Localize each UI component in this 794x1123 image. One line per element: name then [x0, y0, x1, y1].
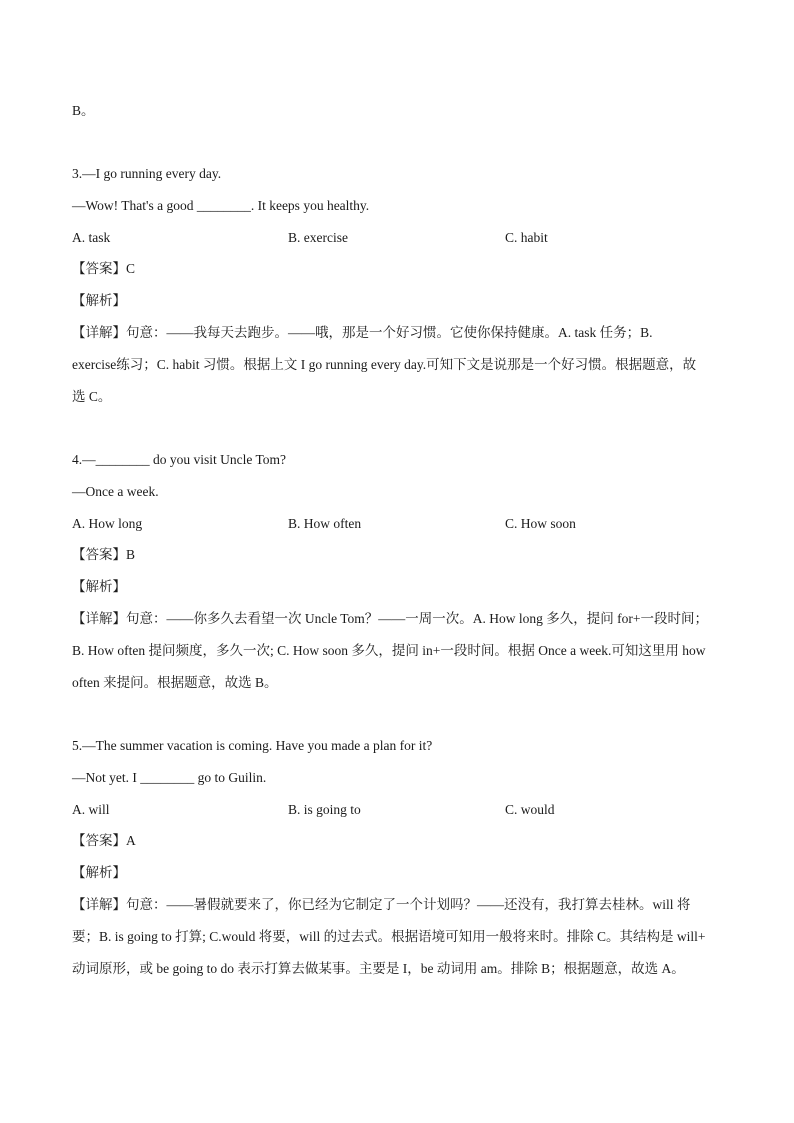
analysis-label: 【解析】	[72, 579, 126, 594]
answer-label: 【答案】	[72, 547, 126, 562]
detail-line: 选 C。	[72, 389, 112, 404]
answer-value: B	[126, 547, 136, 562]
option-b: B. is going to	[288, 802, 361, 817]
analysis-label: 【解析】	[72, 293, 126, 308]
question-stem: 5.—The summer vacation is coming. Have you made a plan for it?	[72, 738, 433, 753]
detail-line: 要；B. is going to 打算; C.would 将要，will 的过去式。根据语境可知用一般将来时。排除 C。其结构是 will+	[72, 929, 706, 944]
detail-line: 动词原形，或 be going to do 表示打算去做某事。主要是 I，be 动词用 am。排除 B；根据题意，故选 A。	[72, 961, 685, 976]
option-c: C. habit	[505, 230, 548, 245]
option-b: B. How often	[288, 516, 362, 531]
analysis-label: 【解析】	[72, 865, 126, 880]
option-c: C. How soon	[505, 516, 576, 531]
answer-label: 【答案】	[72, 833, 126, 848]
answer-label: 【答案】	[72, 261, 126, 276]
answer-line	[72, 545, 734, 565]
detail-line: B. How often 提问频度，多久一次; C. How soon 多久，提问 in+一段时间。根据 Once a week.可知这里用 how	[72, 643, 706, 658]
option-a: A. will	[72, 802, 110, 817]
option-b: B. exercise	[288, 230, 348, 245]
answer-value: C	[126, 261, 136, 276]
detail-line: often 来提问。根据题意，故选 B。	[72, 675, 278, 690]
prev-answer-tail: B。	[72, 103, 95, 118]
option-a: A. How long	[72, 516, 143, 531]
detail-line: 【详解】句意：——你多久去看望一次 Uncle Tom？——一周一次。A. How long 多久，提问 for+一段时间；	[72, 611, 709, 626]
question-reply: —Once a week.	[72, 484, 159, 499]
option-c: C. would	[505, 802, 555, 817]
question-stem: 3.—I go running every day.	[72, 166, 222, 181]
detail-line: 【详解】句意：——我每天去跑步。——哦，那是一个好习惯。它使你保持健康。A. task 任务；B.	[72, 325, 653, 340]
detail-line: exercise练习；C. habit 习惯。根据上文 I go running every day.可知下文是说那是一个好习惯。根据题意，故	[72, 357, 697, 372]
answer-value: A	[126, 833, 136, 848]
answer-line	[72, 831, 734, 851]
option-a: A. task	[72, 230, 111, 245]
detail-line: 【详解】句意：——暑假就要来了，你已经为它制定了一个计划吗？——还没有，我打算去桂林。will 将	[72, 897, 691, 912]
answer-line	[72, 259, 734, 279]
question-stem: 4.—________ do you visit Uncle Tom?	[72, 452, 287, 467]
question-reply: —Wow! That's a good ________. It keeps you healthy.	[72, 198, 370, 213]
question-reply: —Not yet. I ________ go to Guilin.	[72, 770, 267, 785]
